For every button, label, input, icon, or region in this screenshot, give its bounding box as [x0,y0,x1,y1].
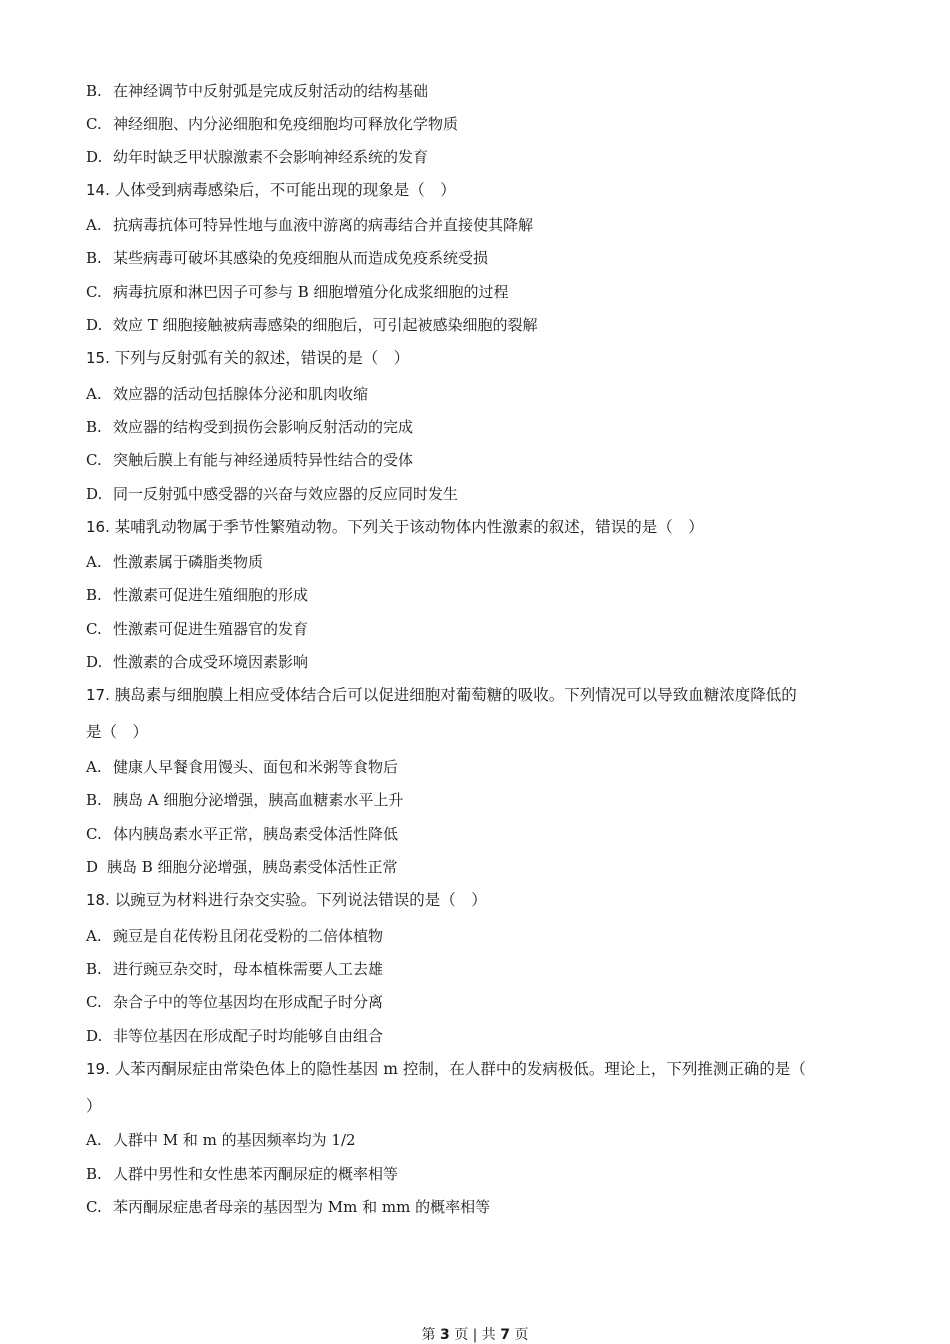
current-page-number: 3 [439,1327,450,1343]
option-15-b: B. 效应器的结构受到损伤会影响反射活动的完成 [86,418,414,436]
option-14-d: D. 效应 T 细胞接触被病毒感染的细胞后，可引起被感染细胞的裂解 [86,316,538,334]
option-16-c: C. 性激素可促进生殖器官的发育 [86,620,309,638]
option-13-b: B. 在神经调节中反射弧是完成反射活动的结构基础 [86,82,429,100]
option-14-a: A. 抗病毒抗体可特异性地与血液中游离的病毒结合并直接使其降解 [86,216,534,234]
option-14-c: C. 病毒抗原和淋巴因子可参与 B 细胞增殖分化成浆细胞的过程 [86,283,509,301]
option-19-a: A. 人群中 M 和 m 的基因频率均为 1/2 [86,1131,356,1149]
option-15-a: A. 效应器的活动包括腺体分泌和肌肉收缩 [86,385,369,403]
question-17-stem: 17. 胰岛素与细胞膜上相应受体结合后可以促进细胞对葡萄糖的吸收。下列情况可以导致血糖浓度降低的 [86,686,797,704]
option-17-c: C. 体内胰岛素水平正常，胰岛素受体活性降低 [86,825,399,843]
question-15-stem: 15. 下列与反射弧有关的叙述，错误的是（ ） [86,349,410,367]
option-17-a: A. 健康人早餐食用馒头、面包和米粥等食物后 [86,758,399,776]
question-19-stem: 19. 人苯丙酮尿症由常染色体上的隐性基因 m 控制，在人群中的发病极低。理论上，下列推测正确的是（ [86,1060,806,1078]
option-18-b: B. 进行豌豆杂交时，母本植株需要人工去雄 [86,960,384,978]
question-19-stem-cont: ） [86,1097,102,1115]
option-14-b: B. 某些病毒可破坏其感染的免疫细胞从而造成免疫系统受损 [86,249,489,267]
option-18-d: D. 非等位基因在形成配子时均能够自由组合 [86,1027,384,1045]
option-18-a: A. 豌豆是自花传粉且闭花受粉的二倍体植物 [86,927,384,945]
question-17-stem-cont: 是（ ） [86,723,149,741]
option-13-c: C. 神经细胞、内分泌细胞和免疫细胞均可释放化学物质 [86,115,459,133]
option-16-b: B. 性激素可促进生殖细胞的形成 [86,586,309,604]
question-16-stem: 16. 某哺乳动物属于季节性繁殖动物。下列关于该动物体内性激素的叙述，错误的是（ ） [86,518,704,536]
option-17-d: D 胰岛 B 细胞分泌增强，胰岛素受体活性正常 [86,858,398,876]
total-pages-number: 7 [500,1327,511,1343]
question-14-stem: 14. 人体受到病毒感染后，不可能出现的现象是（ ） [86,181,456,199]
question-18-stem: 18. 以豌豆为材料进行杂交实验。下列说法错误的是（ ） [86,891,487,909]
option-16-a: A. 性激素属于磷脂类物质 [86,553,264,571]
option-19-b: B. 人群中男性和女性患苯丙酮尿症的概率相等 [86,1165,399,1183]
page-footer: 第 3 页 | 共 7 页 [421,1327,529,1343]
option-19-c: C. 苯丙酮尿症患者母亲的基因型为 Mm 和 mm 的概率相等 [86,1198,491,1216]
option-17-b: B. 胰岛 A 细胞分泌增强，胰高血糖素水平上升 [86,791,404,809]
option-16-d: D. 性激素的合成受环境因素影响 [86,653,309,671]
option-15-d: D. 同一反射弧中感受器的兴奋与效应器的反应同时发生 [86,485,459,503]
option-13-d: D. 幼年时缺乏甲状腺激素不会影响神经系统的发育 [86,148,429,166]
option-15-c: C. 突触后膜上有能与神经递质特异性结合的受体 [86,451,414,469]
option-18-c: C. 杂合子中的等位基因均在形成配子时分离 [86,993,384,1011]
